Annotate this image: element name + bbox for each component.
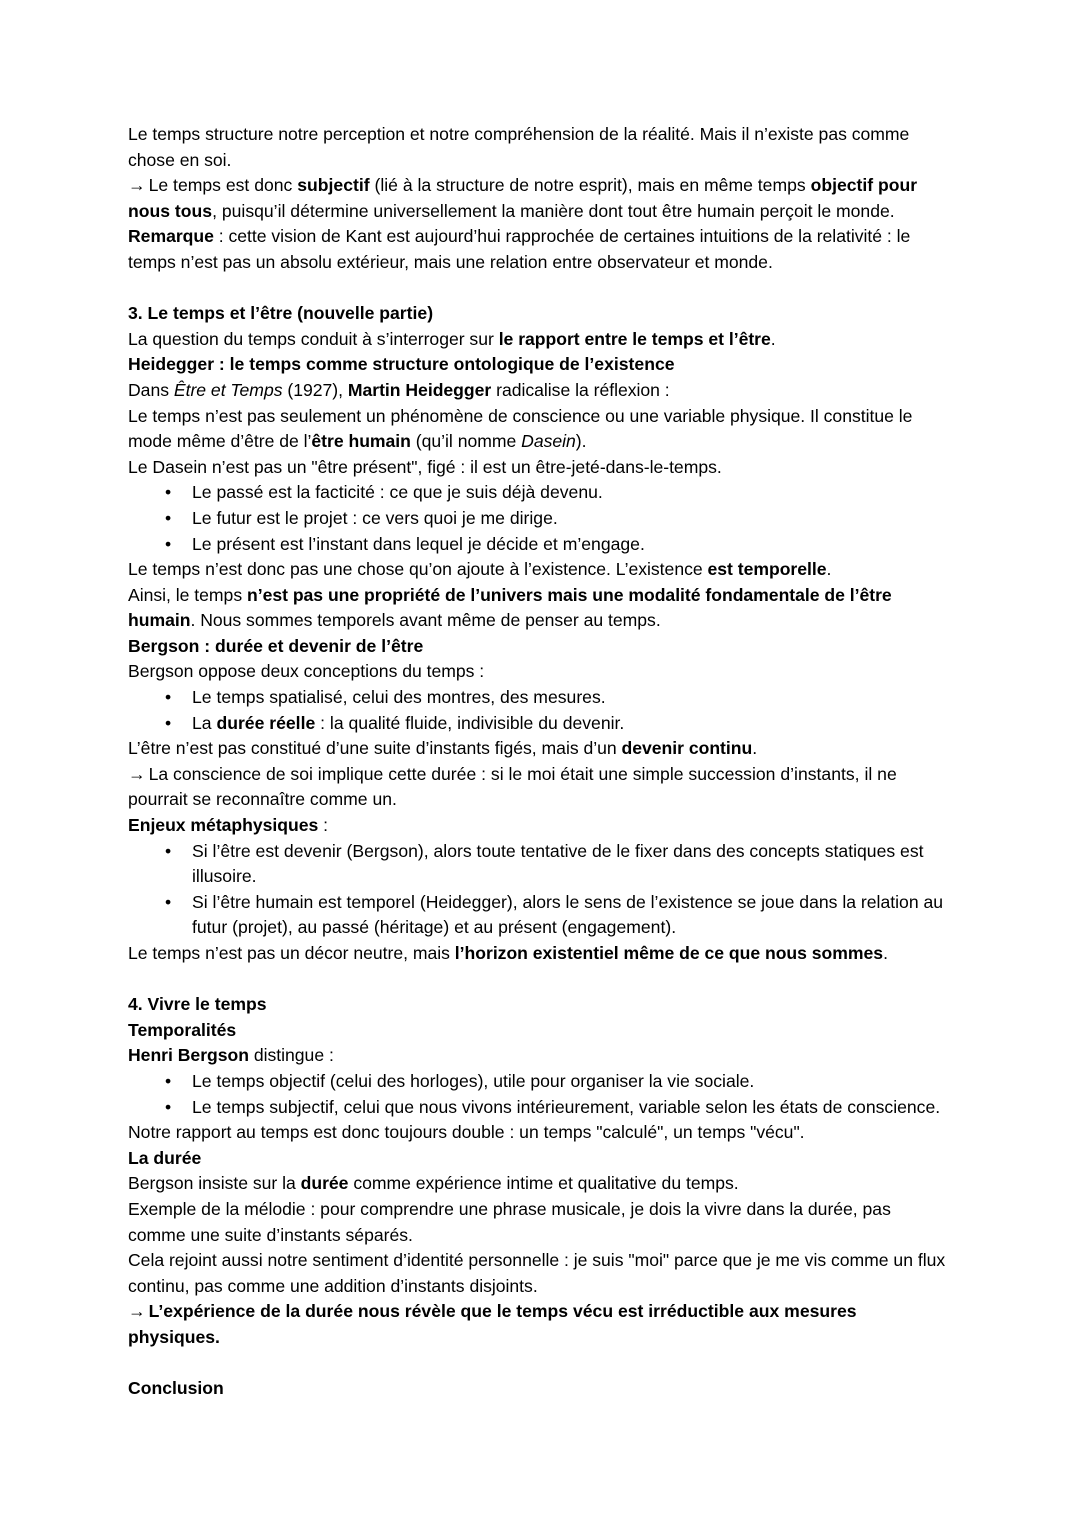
dans-text-a: Dans: [128, 379, 174, 400]
etre-et-temps-paragraph: [128, 378, 952, 404]
list-item: • Le présent est l’instant dans lequel je décide et m’engage.: [128, 532, 952, 558]
arrow-paragraph-experience-duree: [128, 1299, 952, 1350]
devenir-continu-paragraph: [128, 736, 952, 762]
spacer-before-conclusion: [128, 1351, 952, 1377]
temp-text-a: Le temps n’est donc pas une chose qu’on ajoute à l’existence. L’existence: [128, 559, 708, 580]
remarque-label: Remarque: [128, 226, 214, 247]
phen-text-b: (qu’il nomme: [410, 431, 522, 452]
decor-text-a: Le temps n’est pas un décor neutre, mais: [128, 943, 455, 963]
list-item: • Le temps objectif (celui des horloges), utile pour organiser la vie sociale.: [128, 1069, 952, 1095]
bb2-text-a: La: [192, 712, 217, 733]
horizon-existentiel-paragraph: [128, 941, 952, 967]
henri-rest-text: distingue :: [248, 1045, 334, 1066]
dans-text-c: radicalise la réflexion :: [491, 379, 670, 400]
list-item: • Le temps spatialisé, celui des montres, des mesures.: [128, 685, 952, 711]
temp-text-b: .: [826, 559, 832, 580]
bold-modalite-fondamentale: n’est pas une propriété de l’univers mais une modalité fondamentale de l’être humain: [128, 584, 892, 631]
heidegger-subheading: Heidegger : le temps comme structure ontologique de l’existence: [128, 354, 675, 375]
temporalites-bullet-list: [128, 1069, 952, 1120]
list-item: • Le temps subjectif, celui que nous vivons intérieurement, variable selon les états de conscience.: [128, 1095, 952, 1121]
bb2-text-b: : la qualité fluide, indivisible du devenir.: [315, 712, 625, 733]
decor-text-b: .: [883, 943, 888, 963]
list-item: • Le futur est le projet : ce vers quoi je me dirige.: [128, 506, 952, 532]
bold-est-temporelle: est temporelle: [707, 559, 827, 580]
question-du-temps-paragraph: [128, 327, 952, 353]
intro-paragraph: Le temps structure notre perception et notre compréhension de la réalité. Mais il n’existe pas comme chose en soi.: [128, 124, 910, 170]
duree-text-a: Bergson insiste sur la: [128, 1173, 301, 1194]
exemple-melodie-paragraph: Exemple de la mélodie : pour comprendre une phrase musicale, je dois la vivre dans la durée, pas comme une suite d’instants séparés.: [128, 1198, 891, 1245]
etre-text-a: L’être n’est pas constitué d’une suite d’instants figés, mais d’un: [128, 738, 622, 759]
bold-martin-heidegger: Martin Heidegger: [347, 379, 492, 400]
arrow-icon: →: [128, 763, 146, 784]
heidegger-bullet-list: [128, 480, 952, 557]
arrow-text-a: Le temps est donc: [148, 175, 298, 196]
question-text-c: .: [770, 328, 776, 349]
bold-subjectif: subjectif: [297, 175, 370, 196]
bold-duree: durée: [300, 1173, 349, 1194]
ainsi-text-b: . Nous sommes temporels avant même de penser au temps.: [190, 610, 661, 631]
bold-etre-humain: être humain: [311, 431, 411, 452]
list-item: • Si l’être est devenir (Bergson), alors toute tentative de le fixer dans des concepts statiques est illusoire.: [128, 839, 952, 890]
spacer-before-section-4: [128, 967, 952, 993]
section-4-heading: 4. Vivre le temps: [128, 994, 267, 1015]
dans-text-b: (1927),: [282, 379, 348, 400]
modalite-fondamentale-paragraph: [128, 583, 952, 634]
conclusion-heading: Conclusion: [128, 1378, 224, 1399]
duree-text-b: comme expérience intime et qualitative du temps.: [348, 1173, 739, 1194]
arrow-paragraph-subjectif: [128, 173, 952, 224]
arrow-paragraph-conscience: [128, 762, 952, 813]
bold-rapport-temps-etre: le rapport entre le temps et l’être: [498, 328, 771, 349]
bold-devenir-continu: devenir continu: [621, 738, 753, 759]
etre-text-b: .: [752, 738, 758, 759]
la-duree-heading: La durée: [128, 1147, 202, 1168]
remarque-text: : cette vision de Kant est aujourd’hui rapprochée de certaines intuitions de la relativité : le temps n’est pas un absolu extérieur, mais une relation entre observateur et monde.: [128, 226, 911, 272]
ainsi-text-a: Ainsi, le temps: [128, 584, 247, 605]
list-item: • Si l’être humain est temporel (Heidegger), alors le sens de l’existence se joue dans la relation au futur (projet), au passé (héritage) et au présent (engagement).: [128, 890, 952, 941]
question-text-a: La question du temps conduit à s’interroger sur: [128, 328, 499, 349]
temporalites-heading: Temporalités: [128, 1019, 237, 1040]
bold-henri-bergson: Henri Bergson: [128, 1045, 249, 1066]
italic-etre-et-temps: Être et Temps: [173, 379, 283, 400]
arrow-icon: →: [128, 175, 146, 196]
bold-experience-duree: L’expérience de la durée nous révèle que le temps vécu est irréductible aux mesures physiques.: [128, 1301, 857, 1347]
bold-horizon-existentiel: l’horizon existentiel même de ce que nous sommes: [454, 943, 884, 963]
arrow-conscience-text: La conscience de soi implique cette durée : si le moi était une simple succession d’instants, il ne pourrait se reconnaître comme un.: [128, 763, 897, 810]
enjeux-colon: :: [318, 815, 329, 836]
arrow-text-c: (lié à la structure de notre esprit), mais en même temps: [369, 175, 811, 196]
enjeux-label: Enjeux métaphysiques: [128, 815, 319, 836]
existence-temporelle-paragraph: [128, 557, 952, 583]
document-body: [128, 122, 952, 1402]
rapport-double-paragraph: Notre rapport au temps est donc toujours double : un temps "calculé", un temps "vécu".: [128, 1122, 805, 1143]
arrow-text-e: , puisqu’il détermine universellement la manière dont tout être humain perçoit le monde.: [212, 200, 895, 221]
bold-objectif-pour-nous-tous: objectif pour nous tous: [128, 175, 918, 221]
spacer-before-section-3: [128, 276, 952, 302]
bergson-subheading: Bergson : durée et devenir de l’être: [128, 635, 424, 656]
henri-bergson-distingue-paragraph: [128, 1043, 952, 1069]
dasein-etre-jete-paragraph: Le Dasein n’est pas un "être présent", figé : il est un être-jeté-dans-le-temps.: [128, 456, 722, 477]
bergson-bullet-list: [128, 685, 952, 736]
list-item: [128, 711, 952, 737]
phen-text-a: Le temps n’est pas seulement un phénomène de conscience ou une variable physique. Il constitue le mode même d’être de l’: [128, 405, 913, 452]
enjeux-metaphysiques-heading: [128, 813, 952, 839]
phen-text-c: ).: [575, 431, 587, 452]
identite-personnelle-paragraph: Cela rejoint aussi notre sentiment d’identité personnelle : je suis "moi" parce que je me vis comme un flux continu, pas comme une addition d’instants disjoints.: [128, 1250, 946, 1296]
remarque-paragraph: [128, 224, 952, 275]
list-item: • Le passé est la facticité : ce que je suis déjà devenu.: [128, 480, 952, 506]
enjeux-bullet-list: [128, 839, 952, 941]
bold-duree-reelle: durée réelle: [216, 712, 316, 733]
italic-dasein: Dasein: [521, 431, 576, 452]
duree-experience-paragraph: [128, 1171, 952, 1197]
phenomene-conscience-paragraph: [128, 404, 952, 455]
section-3-heading: 3. Le temps et l’être (nouvelle partie): [128, 303, 434, 324]
bergson-oppose-paragraph: Bergson oppose deux conceptions du temps :: [128, 661, 485, 682]
arrow-icon: →: [128, 1301, 146, 1322]
